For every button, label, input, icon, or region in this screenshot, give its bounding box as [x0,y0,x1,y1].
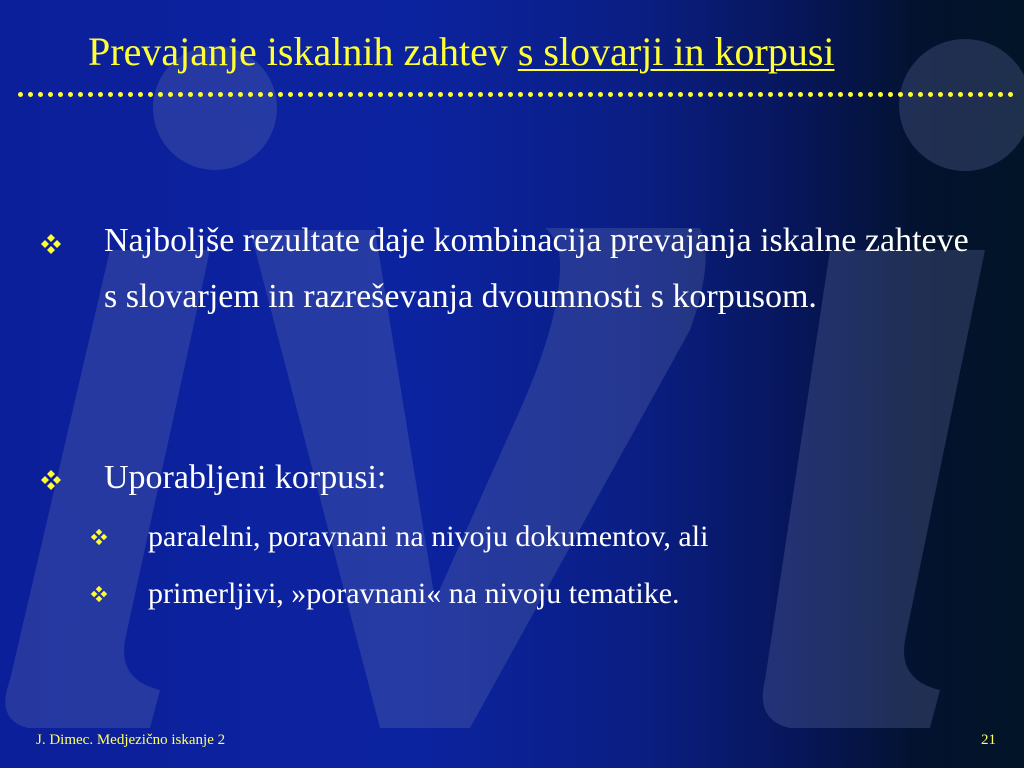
title-plain: Prevajanje iskalnih zahtev [88,29,518,74]
sub-bullet-text-2: primerljivi, »poravnani« na nivoju tematike. [148,577,680,610]
page-number: 21 [981,732,996,748]
four-diamond-bullet-icon [40,233,62,255]
bullet-text-2: Uporabljeni korpusi: [104,459,387,496]
slide-title [88,28,835,76]
four-diamond-bullet-icon [40,469,62,491]
four-diamond-bullet-icon [90,528,108,546]
title-underlined-link[interactable]: s slovarji in korpusi [517,29,835,74]
sub-bullet-text-1: paralelni, poravnani na nivoju dokumentov, ali [148,520,709,553]
four-diamond-bullet-icon [90,585,108,603]
bullet-text-1: Najboljše rezultate daje kombinacija prevajanja iskalne zahteve s slovarjem in razreševanja dvoumnosti s korpusom. [104,222,969,315]
footer-caption: J. Dimec. Medjezično iskanje 2 [36,732,226,748]
title-dotted-divider [18,92,1014,97]
